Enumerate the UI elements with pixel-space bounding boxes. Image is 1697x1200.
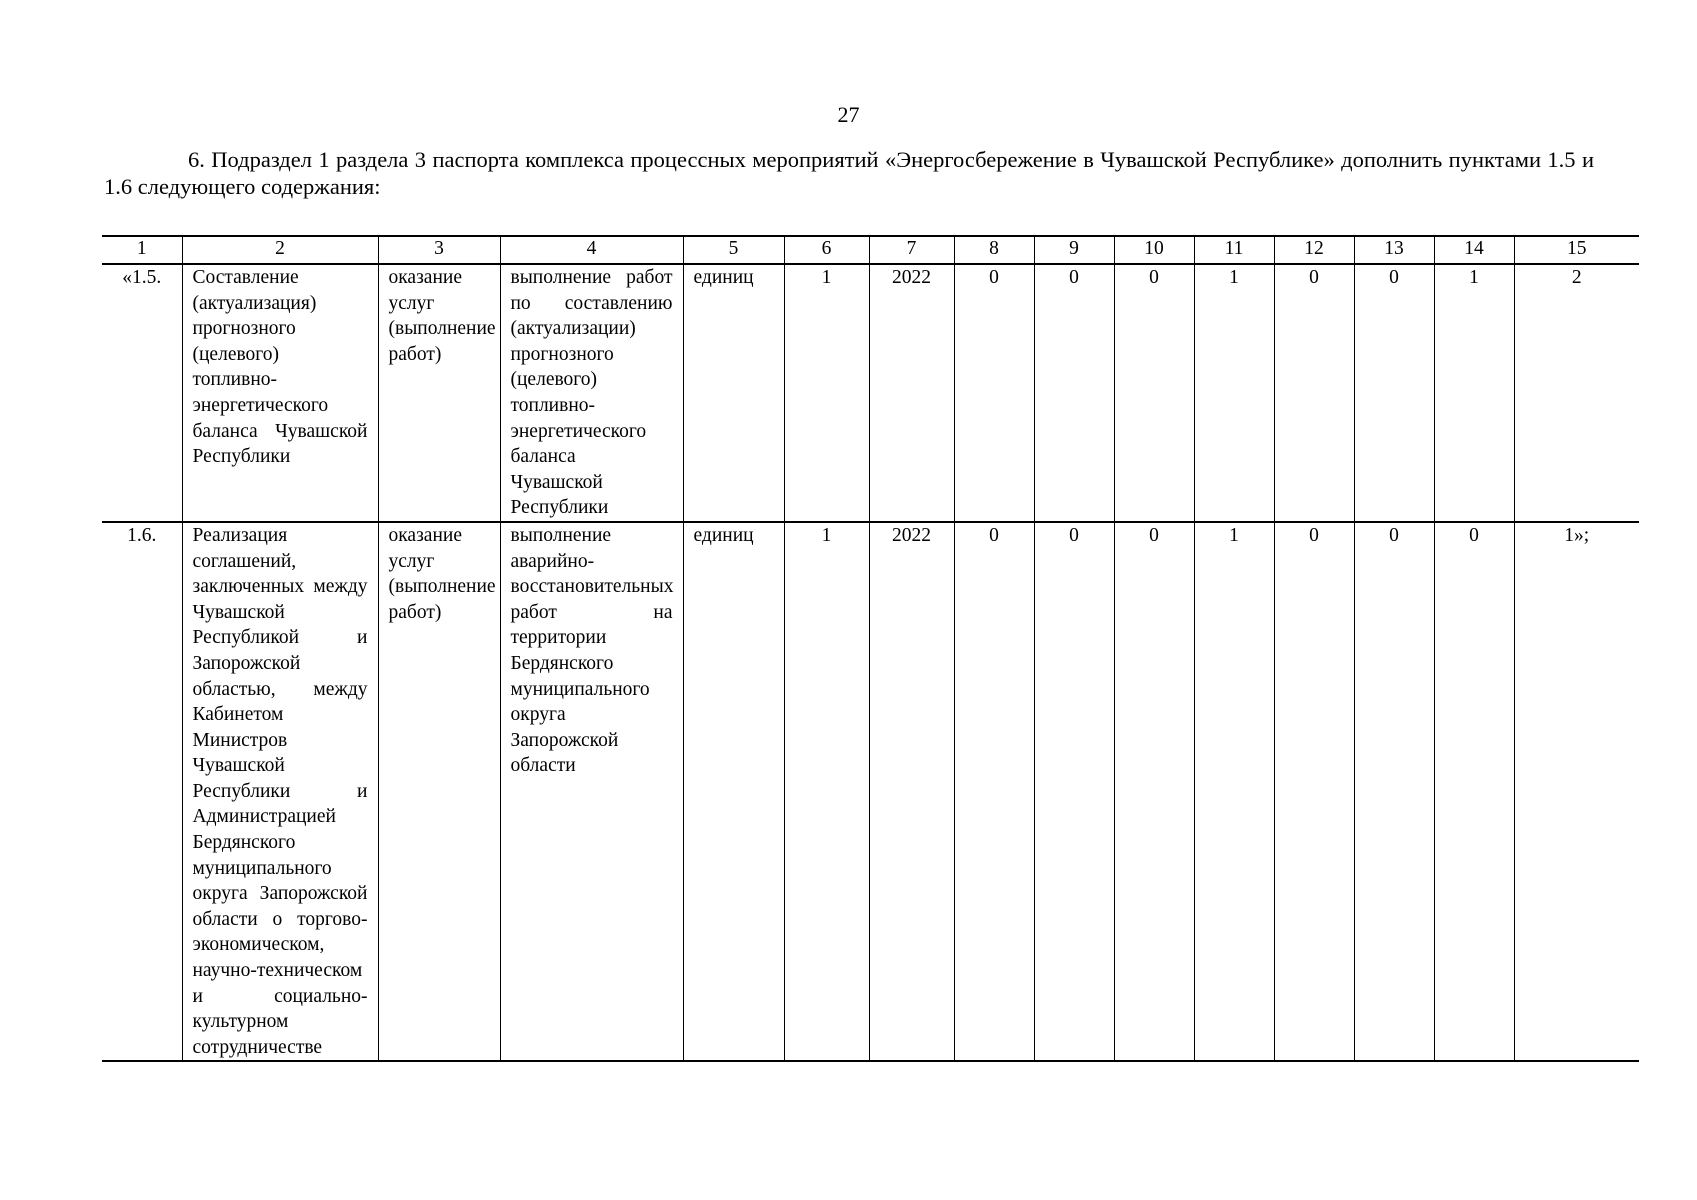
unit: единиц (683, 264, 784, 522)
value-col-14: 1 (1434, 264, 1514, 522)
measure-description-text: выполнение аварийно-восстановительных работ на территории Бердянского муниципального округа Запорожской области (510, 524, 674, 777)
value-col-8: 0 (954, 522, 1034, 1061)
table-header-cell: 5 (683, 236, 784, 264)
table-row (102, 522, 1639, 1061)
table-row (102, 264, 1639, 522)
intro-paragraph: 6. Подраздел 1 раздела 3 паспорта комплекса процессных мероприятий «Энергосбережение в Чувашской Республике» дополнить пунктами 1.5 и 1.6 следующего содержания: (104, 147, 1594, 199)
measure-description (500, 522, 683, 1061)
measure-name (182, 522, 378, 1061)
value-col-14: 0 (1434, 522, 1514, 1061)
measure-name (182, 264, 378, 522)
measure-description-text: выполнение работ по составлению (актуализации) прогнозного (целевого) топливно-энергетического баланса Чувашской Республики (510, 267, 673, 519)
measure-type: оказание услуг (выполнение работ) (378, 264, 500, 522)
row-number: «1.5. (102, 264, 182, 522)
value-col-11: 1 (1194, 522, 1274, 1061)
row-number: 1.6. (102, 522, 182, 1061)
base-year: 2022 (869, 522, 954, 1061)
measures-table (102, 235, 1639, 1062)
table-header-cell: 1 (102, 236, 182, 264)
table-header-cell: 7 (869, 236, 954, 264)
table-header-cell: 3 (378, 236, 500, 264)
value-col-11: 1 (1194, 264, 1274, 522)
value-col-10: 0 (1114, 264, 1194, 522)
base-year: 2022 (869, 264, 954, 522)
value-col-10: 0 (1114, 522, 1194, 1061)
table-header-cell: 4 (500, 236, 683, 264)
measure-name-text: Реализация соглашений, заключенных между Чувашской Республикой и Запорожской областью, между Кабинетом Министров Чувашской Республики и Администрацией Бердянского муниципального округа Запорожской области о торгово-экономическом, научно-техническом и социально-культурном сотрудничестве (192, 524, 368, 1058)
measure-name-text: Составление (актуализация) прогнозного (целевого) топливно-энергетического баланса Чувашской Республики (192, 267, 368, 468)
table-header-cell: 14 (1434, 236, 1514, 264)
base-value: 1 (784, 522, 869, 1061)
measure-description (500, 264, 683, 522)
unit: единиц (683, 522, 784, 1061)
table-header-row (102, 236, 1639, 264)
value-col-12: 0 (1274, 264, 1354, 522)
measure-type: оказание услуг (выполнение работ) (378, 522, 500, 1061)
table-header-cell: 6 (784, 236, 869, 264)
table-header-cell: 8 (954, 236, 1034, 264)
value-col-13: 0 (1354, 264, 1434, 522)
table-header-cell: 15 (1514, 236, 1639, 264)
table-header-cell: 9 (1034, 236, 1114, 264)
value-col-9: 0 (1034, 264, 1114, 522)
value-col-12: 0 (1274, 522, 1354, 1061)
value-col-8: 0 (954, 264, 1034, 522)
table-header-cell: 13 (1354, 236, 1434, 264)
table-header-cell: 11 (1194, 236, 1274, 264)
value-col-13: 0 (1354, 522, 1434, 1061)
value-col-15: 2 (1514, 264, 1639, 522)
table-header-cell: 12 (1274, 236, 1354, 264)
page-number: 27 (837, 102, 860, 127)
base-value: 1 (784, 264, 869, 522)
table-header-cell: 2 (182, 236, 378, 264)
table-header-cell: 10 (1114, 236, 1194, 264)
value-col-15: 1»; (1514, 522, 1639, 1061)
value-col-9: 0 (1034, 522, 1114, 1061)
